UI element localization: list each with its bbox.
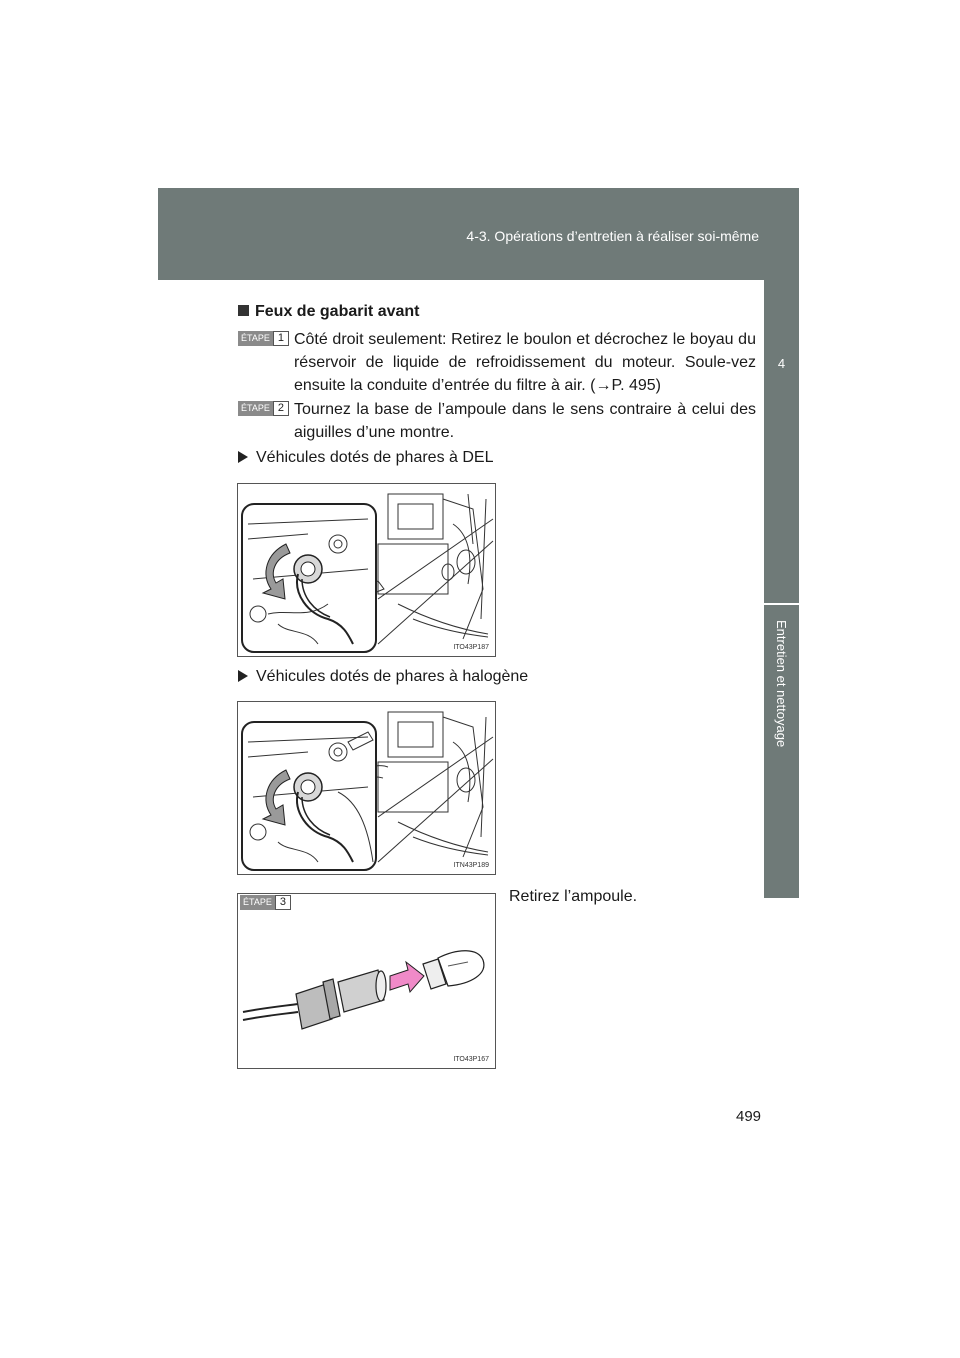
header-band — [158, 188, 799, 280]
headlamp-illustration — [238, 484, 495, 656]
figure-code: ITN43P189 — [453, 862, 489, 869]
bulb-removal-illustration — [238, 894, 495, 1068]
step-number: 1 — [273, 331, 289, 346]
triangle-bullet-icon — [238, 451, 248, 463]
step-3-text: Retirez l’ampoule. — [509, 888, 638, 905]
variant-label: Véhicules dotés de phares à halogène — [256, 668, 529, 685]
variant-halogen — [238, 668, 528, 686]
figure-bulb-removal — [237, 893, 496, 1069]
step-label: ÉTAPE — [238, 401, 273, 416]
section-header: 4-3. Opérations d’entretien à réaliser soi-même — [466, 228, 759, 244]
figure-halogen-headlamp — [237, 701, 496, 875]
figure-code: ITO43P167 — [453, 1056, 489, 1063]
chapter-tab-divider — [764, 603, 799, 605]
step-number: 2 — [273, 401, 289, 416]
variant-led — [238, 449, 493, 467]
variant-label: Véhicules dotés de phares à DEL — [256, 449, 494, 466]
step-1 — [238, 328, 756, 397]
page-number: 499 — [736, 1108, 762, 1125]
chapter-label: Entretien et nettoyage — [774, 620, 789, 748]
step-label: ÉTAPE — [240, 895, 275, 910]
triangle-bullet-icon — [238, 670, 248, 682]
step-badge — [238, 401, 289, 416]
figure-led-headlamp — [237, 483, 496, 657]
square-bullet-icon — [238, 305, 249, 316]
chapter-number: 4 — [777, 356, 786, 371]
figure-code: ITO43P187 — [453, 644, 489, 651]
step-number: 3 — [275, 895, 291, 910]
section-title — [238, 303, 420, 321]
step-2 — [238, 398, 756, 444]
section-title-text: Feux de gabarit avant — [255, 303, 420, 320]
step-badge — [238, 331, 289, 346]
headlamp-illustration — [238, 702, 495, 874]
step-text: Côté droit seulement: Retirez le boulon et décrochez le boyau du réservoir de liquide de refroidissement du moteur. Soule-vez ensuite la conduite d’entrée du filtre à air. (→P. 495) — [293, 331, 756, 394]
step-label: ÉTAPE — [238, 331, 273, 346]
step-badge — [240, 895, 291, 910]
step-text: Tournez la base de l’ampoule dans le sens contraire à celui des aiguilles d’une montre. — [293, 401, 756, 441]
